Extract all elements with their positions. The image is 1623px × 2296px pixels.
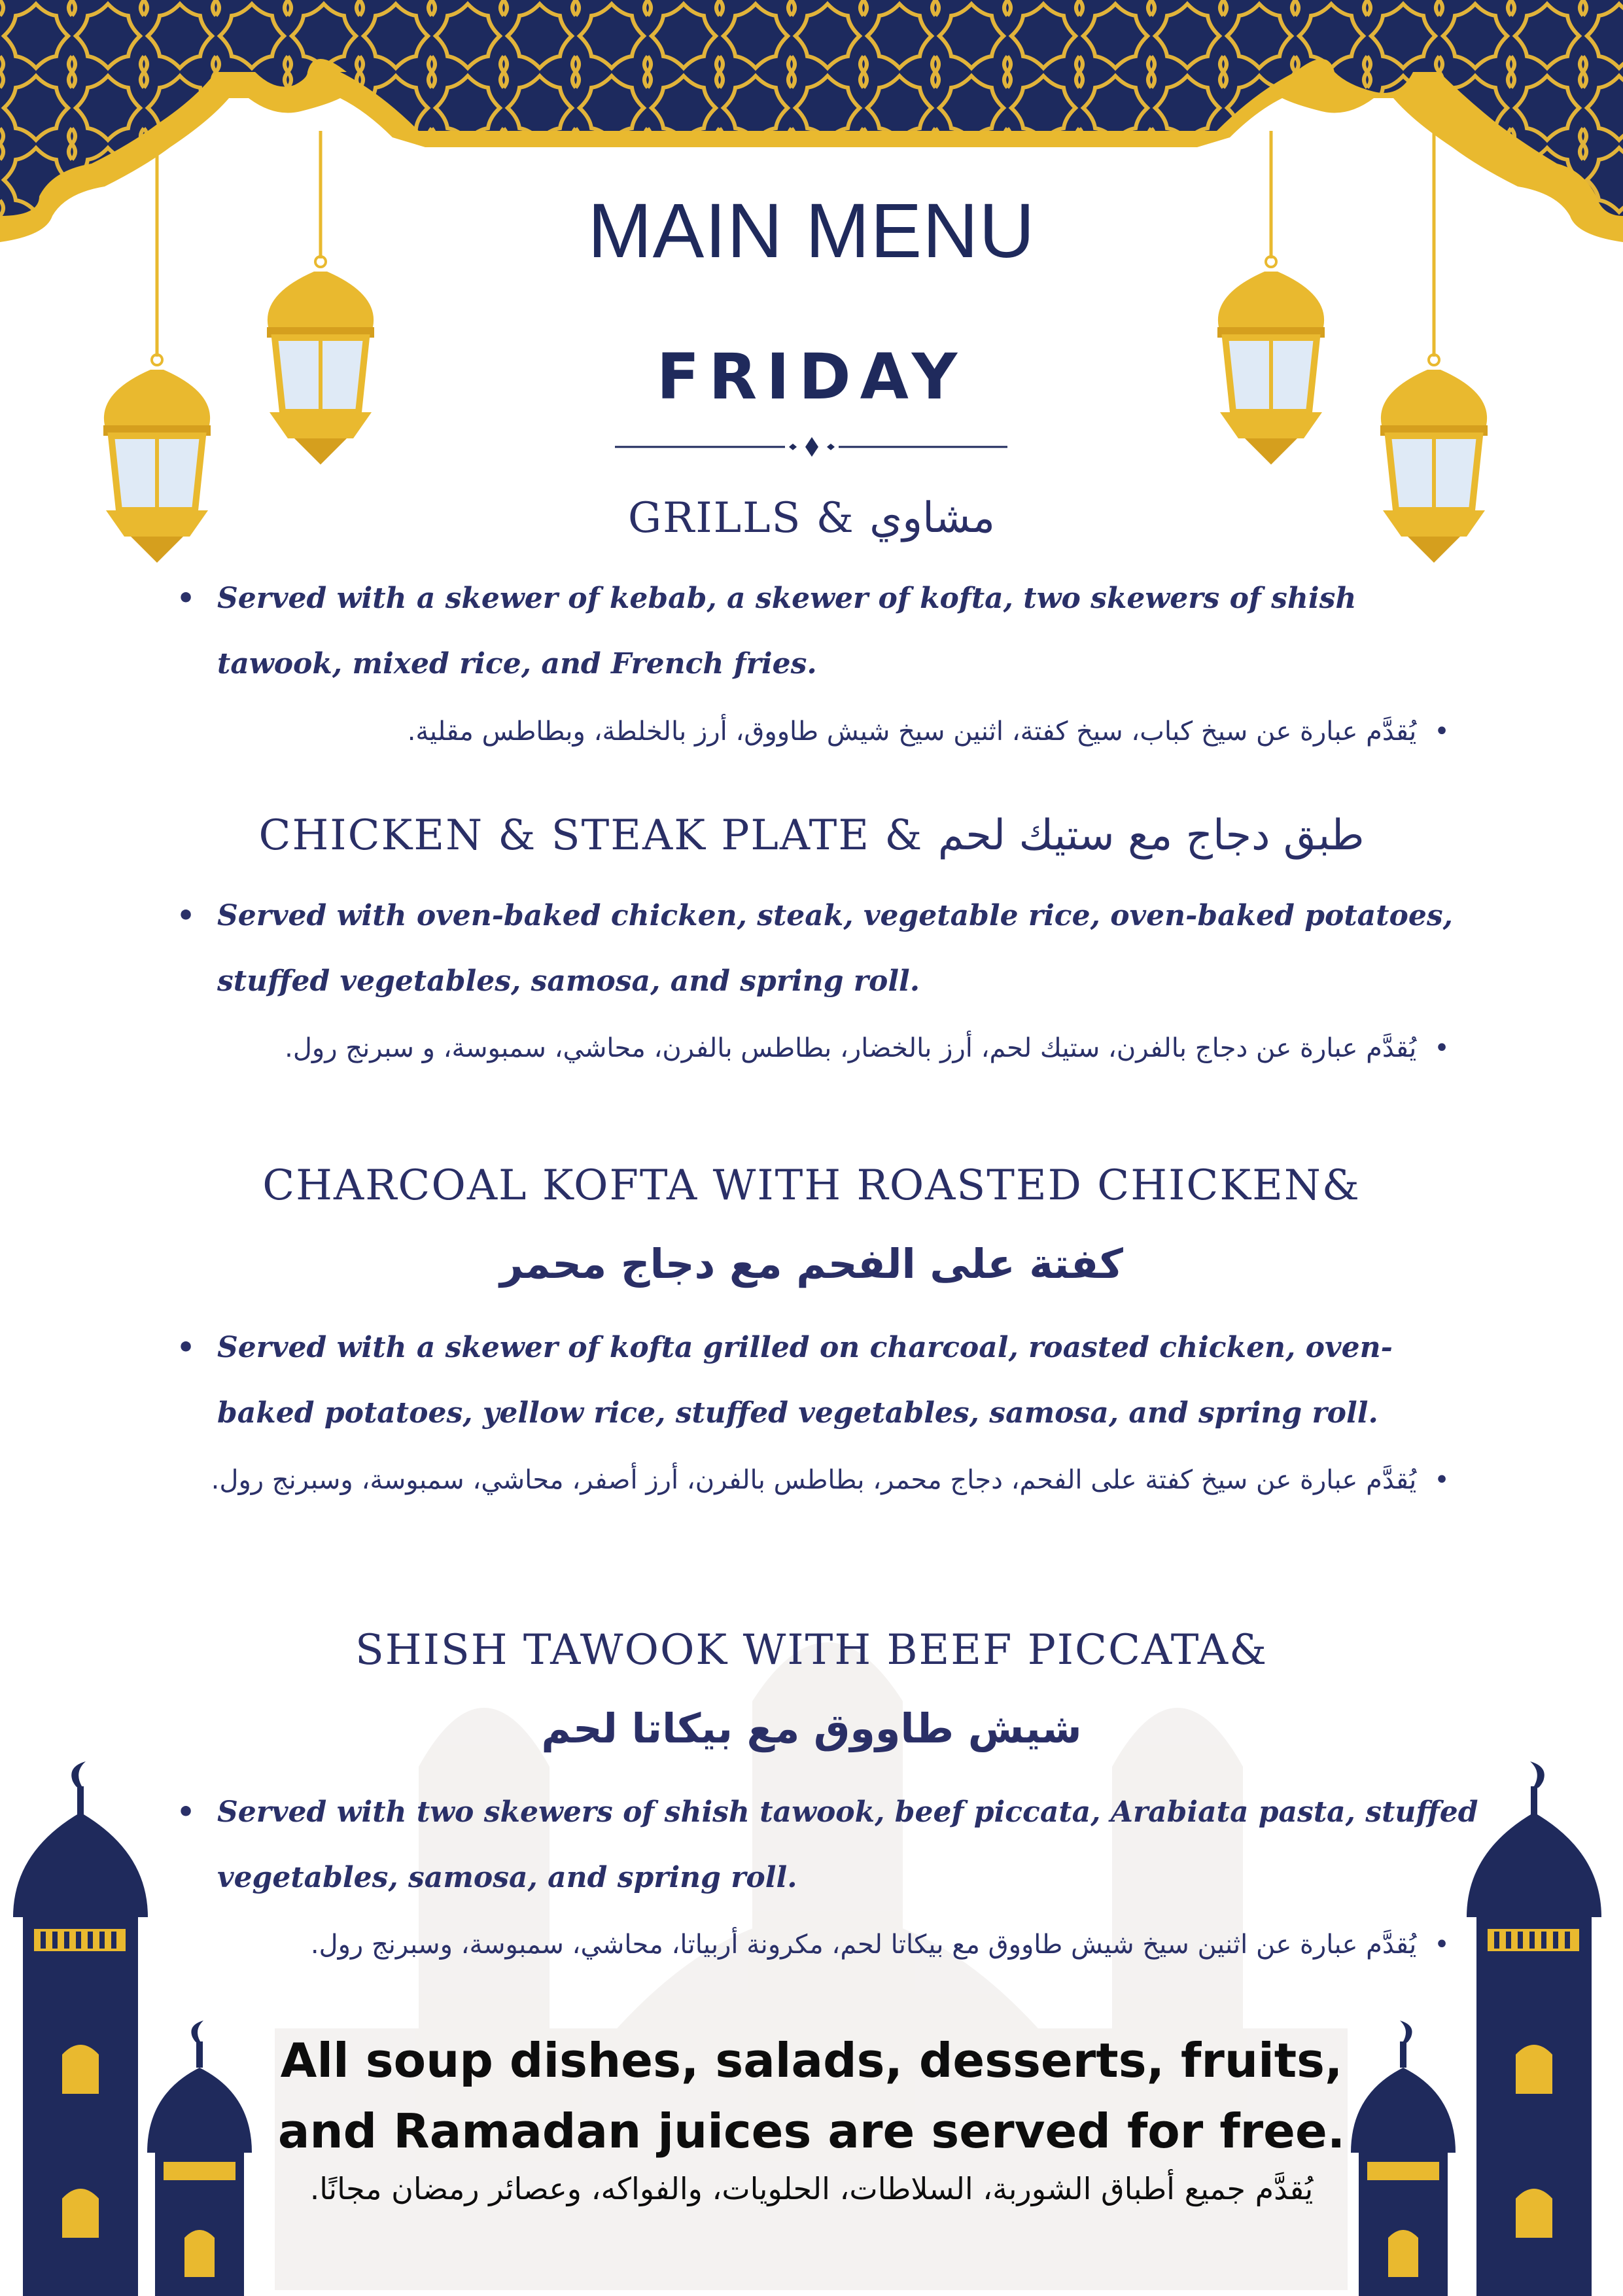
section-title: SHISH TAWOOK WITH BEEF PICCATA& <box>355 1626 1268 1674</box>
bullet-icon: • <box>177 1795 196 1829</box>
dish-description-en: Served with oven-baked chicken, steak, vegetable rice, oven-baked potatoes, stuffed vegetables, samosa, and spring roll. <box>217 899 1453 998</box>
dish-description-ar: يُقدَّم عبارة عن سيخ كفتة على الفحم، دجاج محمر، بطاطس بالفرن، أرز أصفر، محاشي، سمبوسة، وسبرنج رول. <box>211 1465 1417 1495</box>
dish-description-ar: يُقدَّم عبارة عن دجاج بالفرن، ستيك لحم، أرز بالخضار، بطاطس بالفرن، محاشي، سمبوسة، و سبرنج رول. <box>285 1033 1417 1063</box>
dish-description-ar: يُقدَّم عبارة عن سيخ كباب، سيخ كفتة، اثنين سيخ شيش طاووق، أرز بالخلطة، وبطاطس مقلية. <box>407 716 1417 747</box>
list-item <box>177 566 1478 697</box>
list-item <box>157 1446 1459 1514</box>
dish-description-en: Served with a skewer of kofta grilled on charcoal, roasted chicken, oven-baked potatoes, yellow rice, stuffed vegetables, samosa, and spring roll. <box>217 1331 1393 1430</box>
bullet-icon: • <box>177 899 196 932</box>
section-title: CHARCOAL KOFTA WITH ROASTED CHICKEN& <box>262 1161 1361 1210</box>
lantern-icon <box>267 131 374 465</box>
dish-description-ar: يُقدَّم عبارة عن اثنين سيخ شيش طاووق مع بيكاتا لحم، مكرونة أربياتا، محاشي، سمبوسة، وسبرنج رول. <box>310 1930 1417 1960</box>
section-title-ar: شيش طاووق مع بيكاتا لحم <box>541 1704 1082 1752</box>
bullet-icon: • <box>1434 1930 1450 1960</box>
bullet-icon: • <box>1434 1465 1450 1495</box>
page-title: MAIN MENU <box>587 188 1036 274</box>
bullet-icon: • <box>1434 716 1450 747</box>
footer-note-ar: يُقدَّم جميع أطباق الشوربة، السلاطات، الحلويات، والفواكه، وعصائر رمضان مجانًا. <box>309 2171 1314 2206</box>
dish-description-en: Served with a skewer of kebab, a skewer of kofta, two skewers of shish tawook, mixed rice, and French fries. <box>217 582 1357 680</box>
list-item <box>157 698 1459 766</box>
list-item <box>177 1315 1478 1446</box>
lantern-icon <box>1217 131 1325 465</box>
bullet-icon: • <box>1434 1033 1450 1063</box>
dish-description-en: Served with two skewers of shish tawook, beef piccata, Arabiata pasta, stuffed vegetables, samosa, and spring roll. <box>217 1795 1478 1894</box>
section-title: CHICKEN & STEAK PLATE & طبق دجاج مع ستيك لحم <box>258 811 1365 860</box>
section-title: GRILLS & مشاوي <box>628 494 995 542</box>
day-title: FRIDAY <box>656 340 967 414</box>
footer-note-line2: and Ramadan juices are served for free. <box>277 2104 1346 2159</box>
list-item <box>177 883 1478 1014</box>
list-item <box>177 1780 1478 1911</box>
bullet-icon: • <box>177 1331 196 1364</box>
list-item <box>157 1014 1459 1082</box>
section-title-ar: كفتة على الفحم مع دجاج محمر <box>500 1240 1123 1288</box>
list-item <box>157 1911 1459 1979</box>
bullet-icon: • <box>177 582 196 615</box>
footer-note-line1: All soup dishes, salads, desserts, fruits, <box>280 2033 1343 2088</box>
